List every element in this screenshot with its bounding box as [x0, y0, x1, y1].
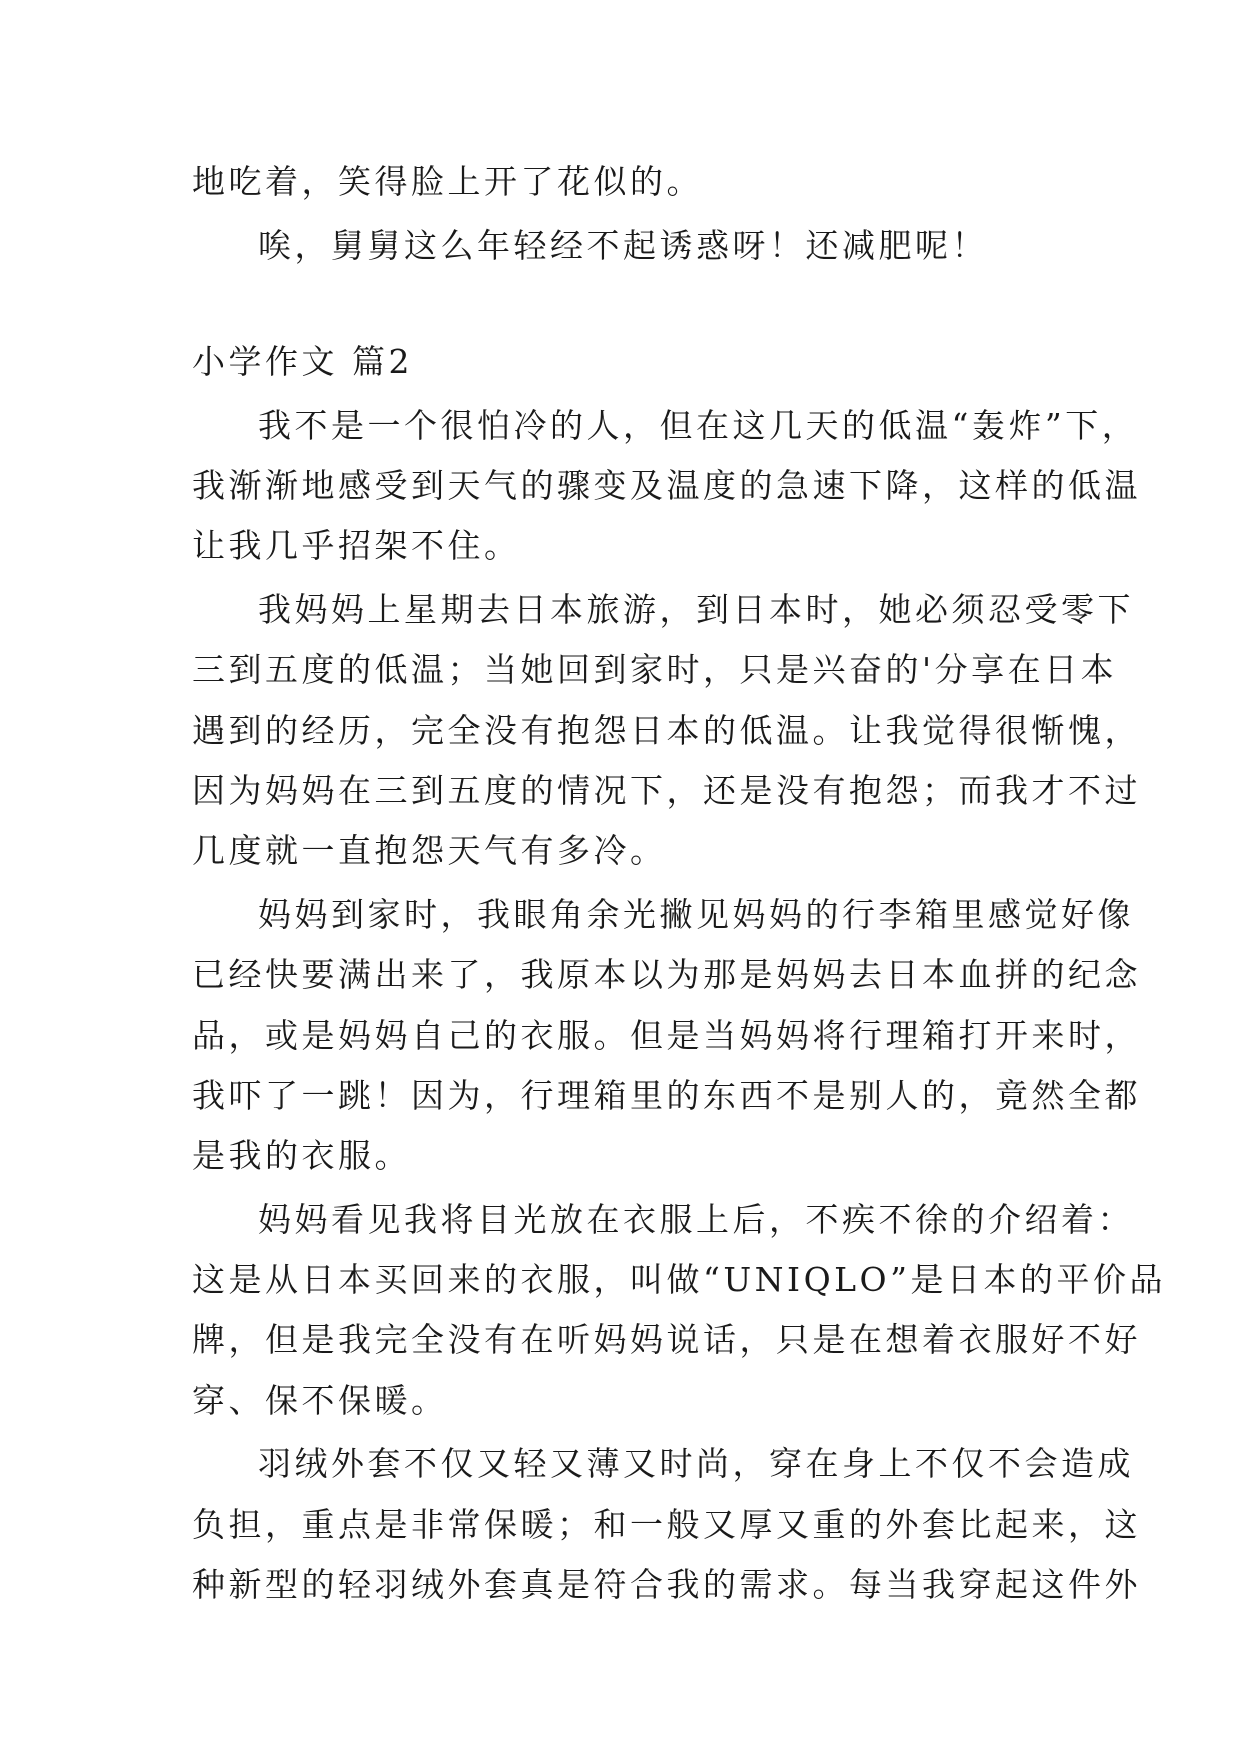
- paragraph-line: 负担，重点是非常保暖；和一般又厚又重的外套比起来，这: [192, 1505, 1141, 1544]
- paragraph-line: 品，或是妈妈自己的衣服。但是当妈妈将行理箱打开来时，: [192, 1016, 1141, 1055]
- paragraph-line: 我妈妈上星期去日本旅游，到日本时，她必须忍受零下: [258, 590, 1134, 629]
- paragraph-line: 已经快要满出来了，我原本以为那是妈妈去日本血拼的纪念: [192, 955, 1141, 994]
- paragraph-line: 几度就一直抱怨天气有多冷。: [192, 831, 667, 870]
- paragraph-line: 妈妈到家时，我眼角余光撇见妈妈的行李箱里感觉好像: [258, 895, 1134, 934]
- paragraph-line: 我吓了一跳！因为，行理箱里的东西不是别人的，竟然全都: [192, 1076, 1141, 1115]
- paragraph-line: 是我的衣服。: [192, 1136, 411, 1175]
- paragraph-line: 羽绒外套不仅又轻又薄又时尚，穿在身上不仅不会造成: [258, 1444, 1134, 1483]
- paragraph-line: 妈妈看见我将目光放在衣服上后，不疾不徐的介绍着：: [258, 1200, 1134, 1239]
- paragraph-line: 种新型的轻羽绒外套真是符合我的需求。每当我穿起这件外: [192, 1565, 1141, 1604]
- paragraph-line: 这是从日本买回来的衣服，叫做“UNIQLO”是日本的平价品: [192, 1260, 1166, 1299]
- paragraph-line: 让我几乎招架不住。: [192, 526, 521, 565]
- paragraph-line: 我不是一个很怕冷的人，但在这几天的低温“轰炸”下，: [258, 406, 1139, 445]
- paragraph-line: 三到五度的低温；当她回到家时，只是兴奋的'分享在日本: [192, 650, 1118, 689]
- paragraph-line: 唉，舅舅这么年轻经不起诱惑呀！还减肥呢！: [258, 226, 988, 265]
- paragraph-line: 穿、保不保暖。: [192, 1381, 448, 1420]
- paragraph-line: 我渐渐地感受到天气的骤变及温度的急速下降，这样的低温: [192, 466, 1141, 505]
- paragraph-line: 牌，但是我完全没有在听妈妈说话，只是在想着衣服好不好: [192, 1320, 1141, 1359]
- paragraph-continuation: 地吃着，笑得脸上开了花似的。: [192, 162, 703, 201]
- paragraph-line: 遇到的经历，完全没有抱怨日本的低温。让我觉得很惭愧，: [192, 711, 1141, 750]
- section-heading: 小学作文 篇2: [192, 342, 413, 381]
- paragraph-line: 因为妈妈在三到五度的情况下，还是没有抱怨；而我才不过: [192, 771, 1141, 810]
